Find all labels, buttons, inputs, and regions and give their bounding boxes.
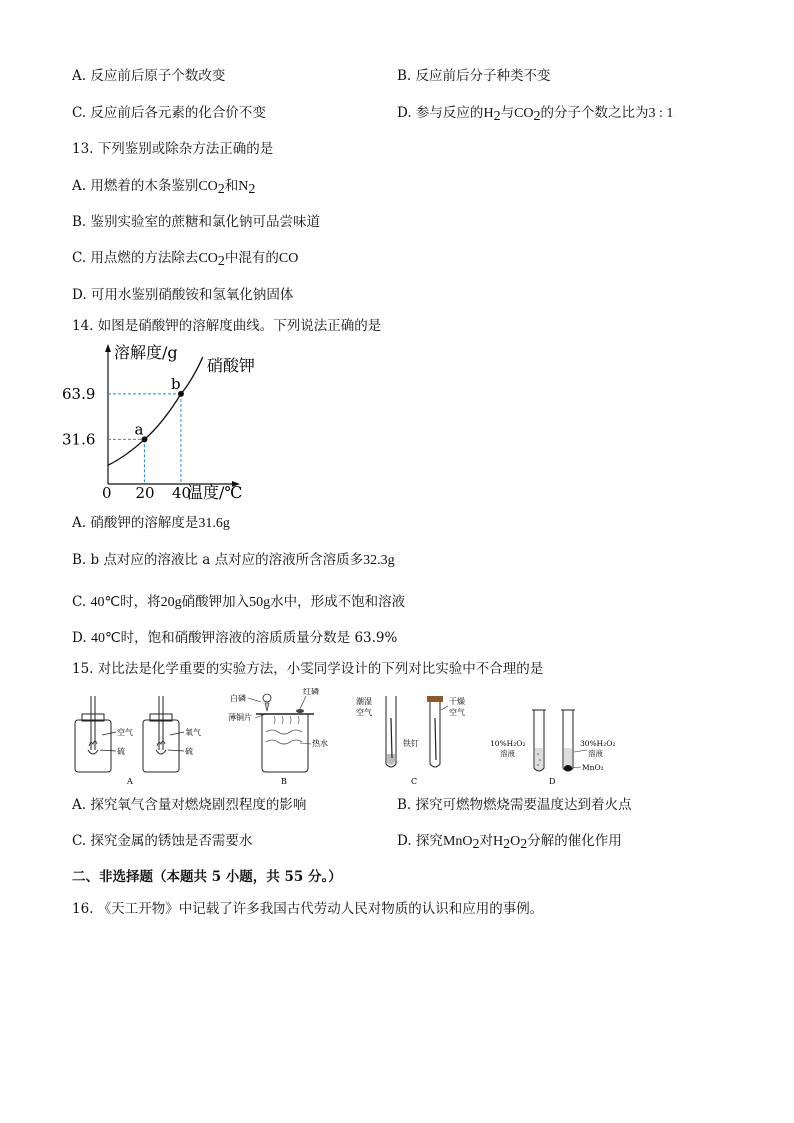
y-axis-arrow	[105, 344, 111, 352]
fig-a-label-sulfur-2: 硫	[185, 747, 193, 756]
q13-option-b: B. 鉴别实验室的蔗糖和氯化钠可品尝味道	[72, 214, 321, 230]
x-tick-label-0: 0	[102, 484, 112, 502]
point-label-b: b	[170, 374, 181, 393]
fig-b-label-red-p: 红磷	[303, 688, 319, 696]
fig-b-label-white-p: 白磷	[230, 694, 246, 703]
q13-option-c: C. 用点燃的方法除去CO2中混有的CO	[72, 250, 299, 269]
q14-option-c: C. 40℃时，将20g硝酸钾加入50g水中，形成不饱和溶液	[72, 594, 406, 610]
fig-b-label-hot-water: 热水	[312, 739, 328, 748]
q15-option-d: D. 探究MnO2对H2O2分解的催化作用	[397, 833, 622, 852]
y-tick-label-0: 31.6	[62, 430, 96, 449]
fig-c-label-nail: 铁钉	[403, 739, 419, 748]
fig-b-label-copper: 薄铜片	[228, 713, 252, 722]
q16-stem: 16. 《天工开物》中记载了许多我国古代劳动人民对物质的认识和应用的事例。	[72, 901, 544, 917]
q13-option-d: D. 可用水鉴别硝酸铵和氢氧化钠固体	[72, 287, 294, 303]
fig-d-label-10pct: 10%H₂O₂	[490, 739, 526, 748]
q15-stem: 15. 对比法是化学重要的实验方法，小雯同学设计的下列对比实验中不合理的是	[72, 661, 544, 677]
fig-d-label-solution-2: 溶液	[588, 749, 603, 758]
figure-b	[228, 688, 328, 786]
q14-option-a: A. 硝酸钾的溶解度是31.6g	[72, 515, 230, 531]
x-tick-label-2: 40	[171, 484, 192, 502]
x-tick-label-1: 20	[135, 484, 155, 502]
fig-c-caption: C	[411, 777, 418, 786]
fig-a-label-sulfur: 硫	[117, 747, 125, 756]
fig-b-caption: B	[281, 777, 287, 786]
q15-option-a: A. 探究氧气含量对燃烧剧烈程度的影响	[72, 797, 307, 813]
q14-stem: 14. 如图是硝酸钾的溶解度曲线。下列说法正确的是	[72, 318, 382, 334]
q14-option-b: B. b 点对应的溶液比 a 点对应的溶液所含溶质多32.3g	[72, 552, 395, 568]
y-axis-label: 溶解度/g	[114, 343, 178, 362]
q15-option-b: B. 探究可燃物燃烧需要温度达到着火点	[397, 797, 632, 813]
q13-option-a: A. 用燃着的木条鉴别CO2和N2	[72, 178, 256, 197]
y-tick-label-1: 63.9	[62, 384, 96, 403]
q12-option-c: C. 反应前后各元素的化合价不变	[72, 105, 266, 121]
figure-c	[356, 696, 465, 786]
x-axis-label: 温度/℃	[187, 483, 243, 502]
fig-c-label-dry: 干燥	[449, 697, 465, 706]
series-label-kno3: 硝酸钾	[206, 356, 255, 376]
fig-c-label-dry-air: 空气	[449, 708, 465, 717]
figure-a	[75, 696, 201, 786]
figure-d	[490, 710, 615, 786]
solubility-chart	[60, 338, 260, 508]
q15-option-c: C. 探究金属的锈蚀是否需要水	[72, 833, 253, 849]
q12-option-a: A. 反应前后原子个数改变	[72, 68, 226, 84]
fig-c-label-humid-air: 空气	[356, 708, 372, 717]
fig-d-label-30pct: 30%H₂O₂	[580, 739, 616, 748]
q12-option-d: D. 参与反应的H2与CO2的分子个数之比为3 : 1	[397, 105, 674, 124]
chart-marks	[62, 356, 255, 502]
fig-c-label-humid: 潮湿	[356, 697, 372, 706]
fig-d-label-solution-1: 溶液	[500, 749, 515, 758]
q13-stem: 13. 下列鉴别或除杂方法正确的是	[72, 141, 274, 157]
fig-d-caption: D	[549, 777, 556, 786]
q12-option-b: B. 反应前后分子种类不变	[397, 68, 551, 84]
section-2-title: 二、非选择题（本题共 5 小题，共 55 分。）	[72, 869, 342, 885]
fig-d-label-mno2: MnO₂	[582, 763, 604, 772]
experiment-figures	[60, 688, 660, 788]
point-label-a: a	[134, 420, 144, 439]
q14-option-d: D. 40℃时，饱和硝酸钾溶液的溶质质量分数是 63.9%	[72, 630, 398, 646]
fig-a-label-oxygen: 氧气	[185, 728, 201, 737]
fig-a-caption: A	[127, 777, 133, 786]
fig-a-label-air: 空气	[117, 728, 133, 737]
series-line-kno3	[108, 357, 203, 465]
